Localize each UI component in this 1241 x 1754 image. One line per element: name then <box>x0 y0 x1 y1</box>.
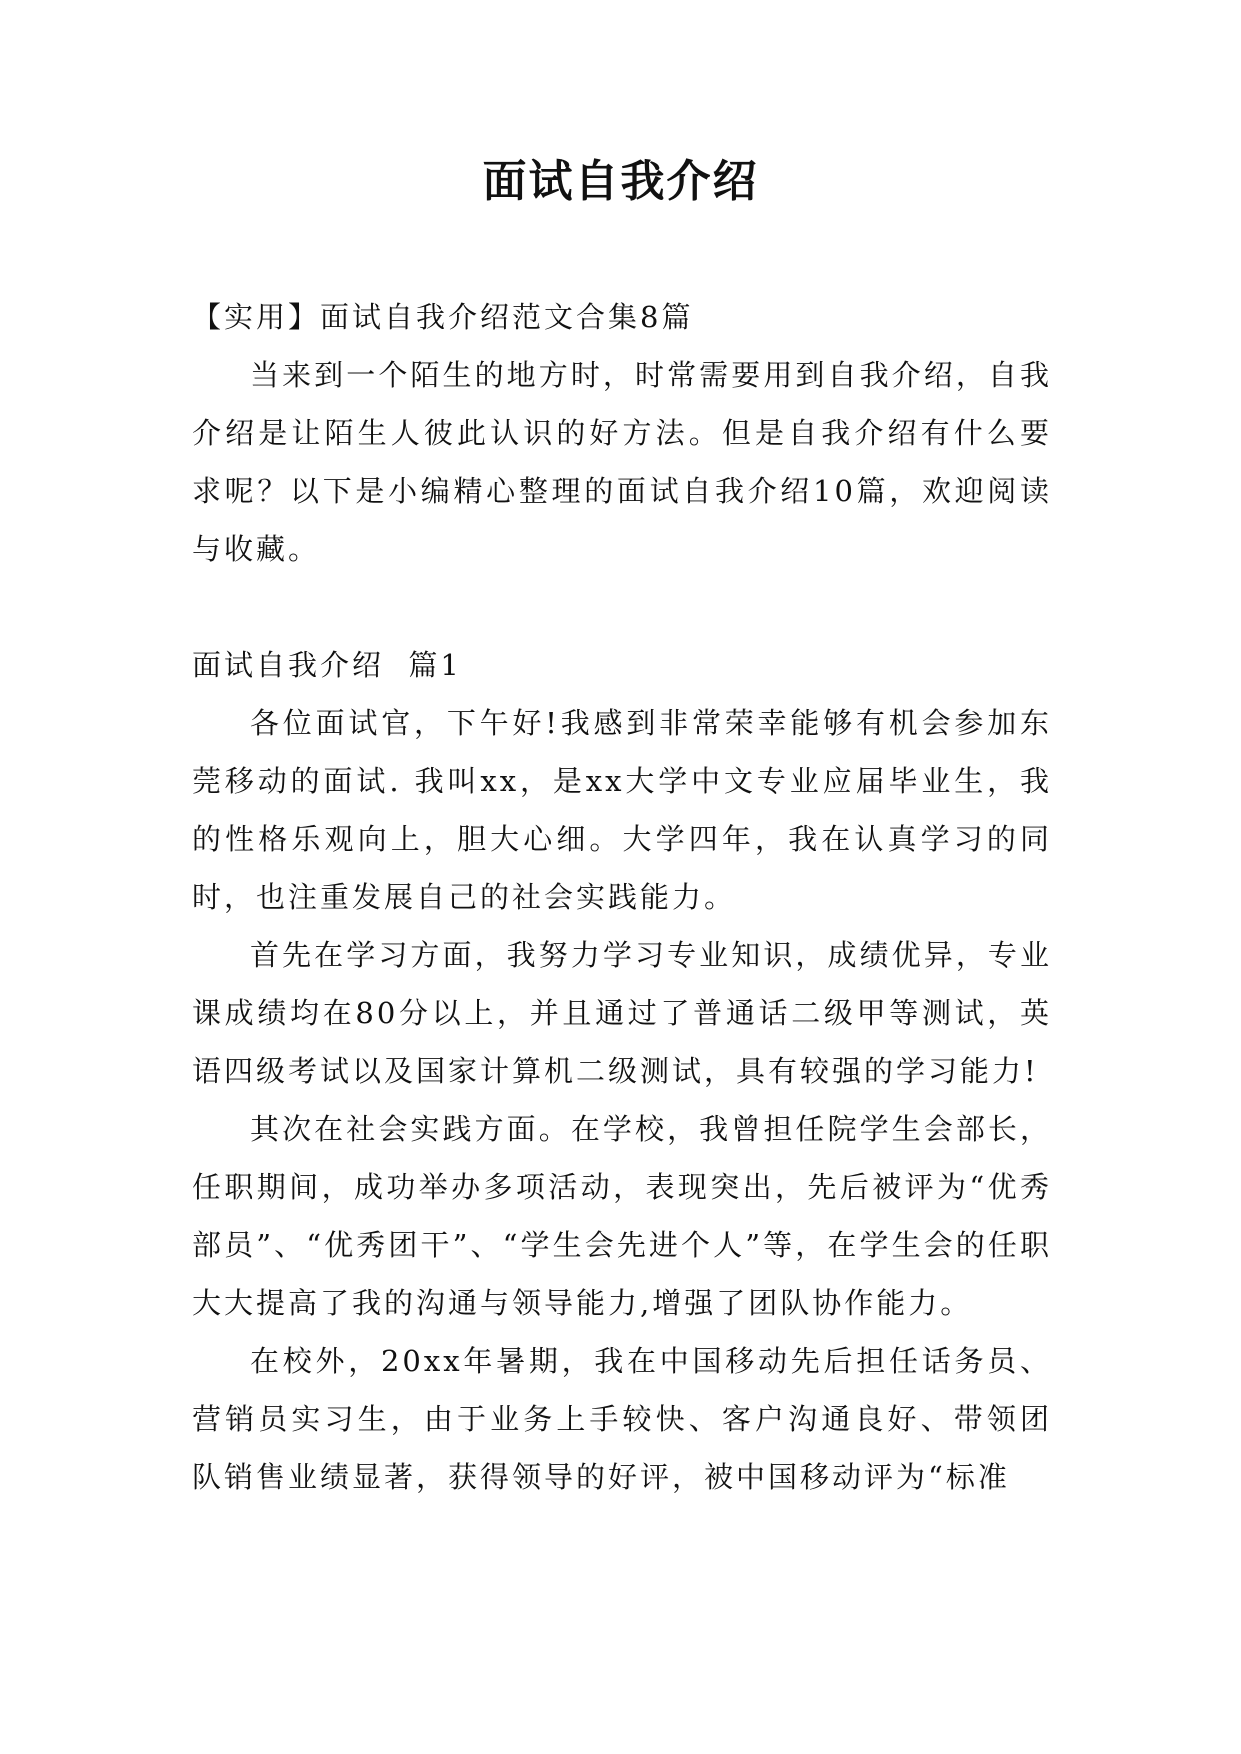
body-paragraph: 在校外，20xx年暑期，我在中国移动先后担任话务员、营销员实习生，由于业务上手较快、客户沟通良好、带领团队销售业绩显著，获得领导的好评，被中国移动评为“标准 <box>192 1344 1052 1494</box>
blank-line <box>192 578 1052 636</box>
document-title: 面试自我介绍 <box>482 156 759 207</box>
intro-paragraph: 当来到一个陌生的地方时，时常需要用到自我介绍，自我介绍是让陌生人彼此认识的好方法。但是自我介绍有什么要求呢？以下是小编精心整理的面试自我介绍10篇，欢迎阅读与收藏。 <box>192 358 1052 566</box>
document-body <box>192 288 1052 1506</box>
section-heading: 面试自我介绍 篇1 <box>192 648 462 682</box>
body-paragraph: 首先在学习方面，我努力学习专业知识，成绩优异，专业课成绩均在80分以上，并且通过了普通话二级甲等测试，英语四级考试以及国家计算机二级测试，具有较强的学习能力! <box>192 938 1052 1088</box>
body-paragraph: 各位面试官，下午好!我感到非常荣幸能够有机会参加东莞移动的面试. 我叫xx，是xx大学中文专业应届毕业生，我的性格乐观向上，胆大心细。大学四年，我在认真学习的同时，也注重发展自己的社会实践能力。 <box>192 706 1052 914</box>
body-paragraph: 其次在社会实践方面。在学校，我曾担任院学生会部长，任职期间，成功举办多项活动，表现突出，先后被评为“优秀部员”、“优秀团干”、“学生会先进个人”等，在学生会的任职大大提高了我的沟通与领导能力,增强了团队协作能力。 <box>192 1112 1052 1320</box>
document-subtitle: 【实用】面试自我介绍范文合集8篇 <box>192 300 694 334</box>
